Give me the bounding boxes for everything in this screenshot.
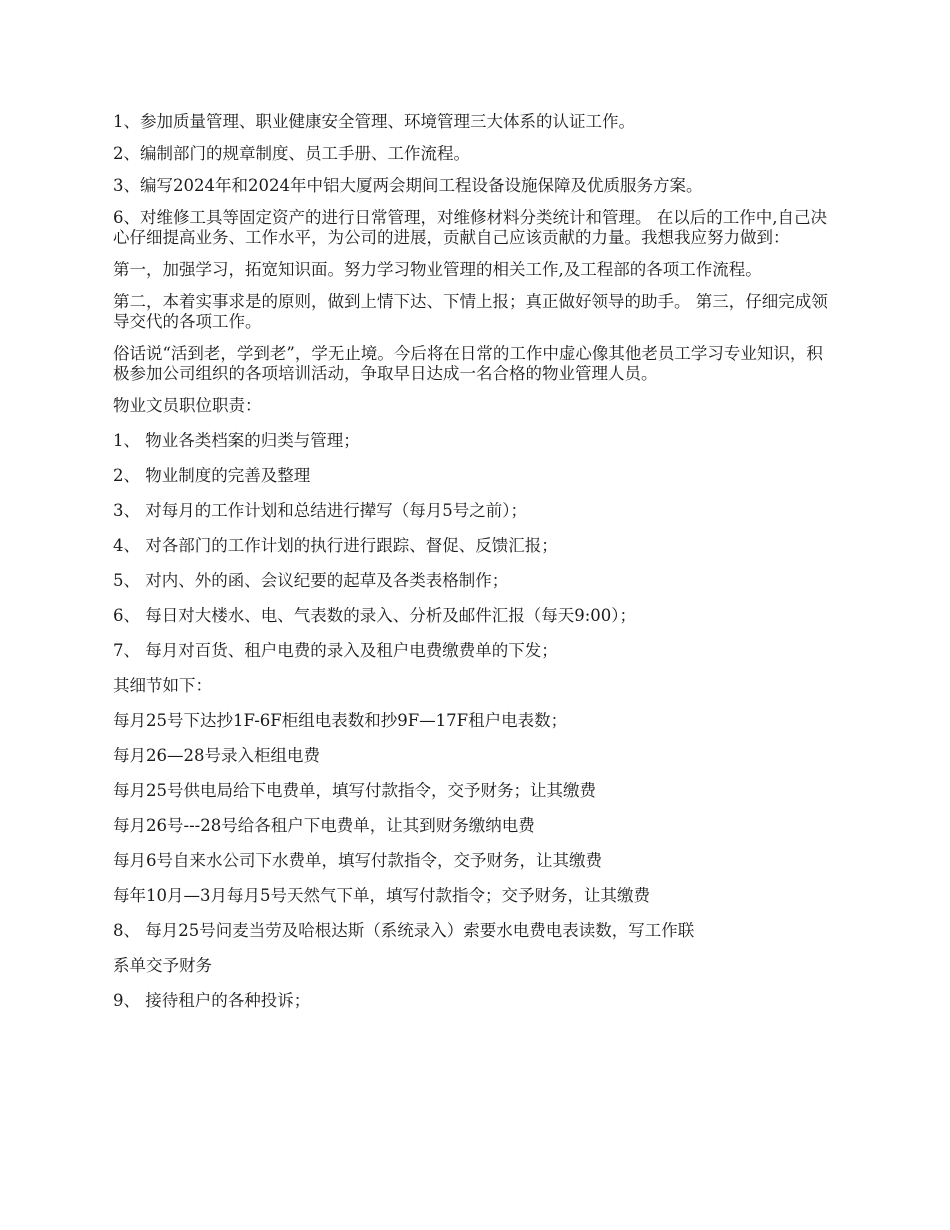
- paragraph-4: 6、对维修工具等固定资产的进行日常管理，对维修材料分类统计和管理。 在以后的工作中,自己决心仔细提高业务、工作水平，为公司的进展，贡献自己应该贡献的力量。我想我应努力做到：: [113, 208, 827, 247]
- paragraph-5: 第一，加强学习，拓宽知识面。努力学习物业管理的相关工作,及工程部的各项工作流程。: [113, 260, 762, 279]
- duty-item-2: 2、 物业制度的完善及整理: [113, 466, 311, 485]
- detail-line-5: 每月6号自来水公司下水费单，填写付款指令，交予财务，让其缴费: [113, 851, 602, 870]
- duty-item-5: 5、 对内、外的函、会议纪要的起草及各类表格制作；: [113, 571, 509, 590]
- paragraph-2: 2、编制部门的规章制度、员工手册、工作流程。: [113, 144, 470, 163]
- duty-item-7: 7、 每月对百货、租户电费的录入及租户电费缴费单的下发；: [113, 641, 558, 660]
- paragraph-7: 俗话说“活到老，学到老”，学无止境。今后将在日常的工作中虚心像其他老员工学习专业知识，积极参加公司组织的各项培训活动，争取早日达成一名合格的物业管理人员。: [113, 344, 823, 383]
- paragraph-1: 1、参加质量管理、职业健康安全管理、环境管理三大体系的认证工作。: [113, 112, 635, 131]
- duty-item-4: 4、 对各部门的工作计划的执行进行跟踪、督促、反馈汇报；: [113, 536, 558, 555]
- section-heading: 物业文员职位职责：: [113, 396, 262, 415]
- detail-line-2: 每月26—28号录入柜组电费: [113, 746, 320, 765]
- duty-item-8: 8、 每月25号问麦当劳及哈根达斯（系统录入）索要水电费电表读数，写工作联: [113, 921, 695, 940]
- detail-line-1: 每月25号下达抄1F-6F柜组电表数和抄9F—17F租户电表数；: [113, 711, 568, 730]
- duty-item-6: 6、 每日对大楼水、电、气表数的录入、分析及邮件汇报（每天9:00）；: [113, 606, 637, 625]
- duty-item-9: 9、 接待租户的各种投诉；: [113, 991, 311, 1010]
- detail-line-3: 每月25号供电局给下电费单，填写付款指令，交予财务；让其缴费: [113, 781, 596, 800]
- details-heading: 其细节如下：: [113, 676, 212, 695]
- paragraph-6: 第二，本着实事求是的原则，做到上情下达、下情上报；真正做好领导的助手。 第三，仔细完成领导交代的各项工作。: [113, 292, 828, 331]
- duty-item-3: 3、 对每月的工作计划和总结进行撵写（每月5号之前）；: [113, 501, 527, 520]
- duty-item-1: 1、 物业各类档案的归类与管理；: [113, 431, 360, 450]
- document-body: [113, 112, 837, 1026]
- detail-line-4: 每月26号---28号给各租户下电费单，让其到财务缴纳电费: [113, 816, 535, 835]
- paragraph-3: 3、编写2024年和2024年中铝大厦两会期间工程设备设施保障及优质服务方案。: [113, 176, 703, 195]
- detail-line-6: 每年10月—3月每月5号天然气下单，填写付款指令；交予财务，让其缴费: [113, 886, 650, 905]
- duty-item-8-continued: 系单交予财务: [113, 956, 212, 975]
